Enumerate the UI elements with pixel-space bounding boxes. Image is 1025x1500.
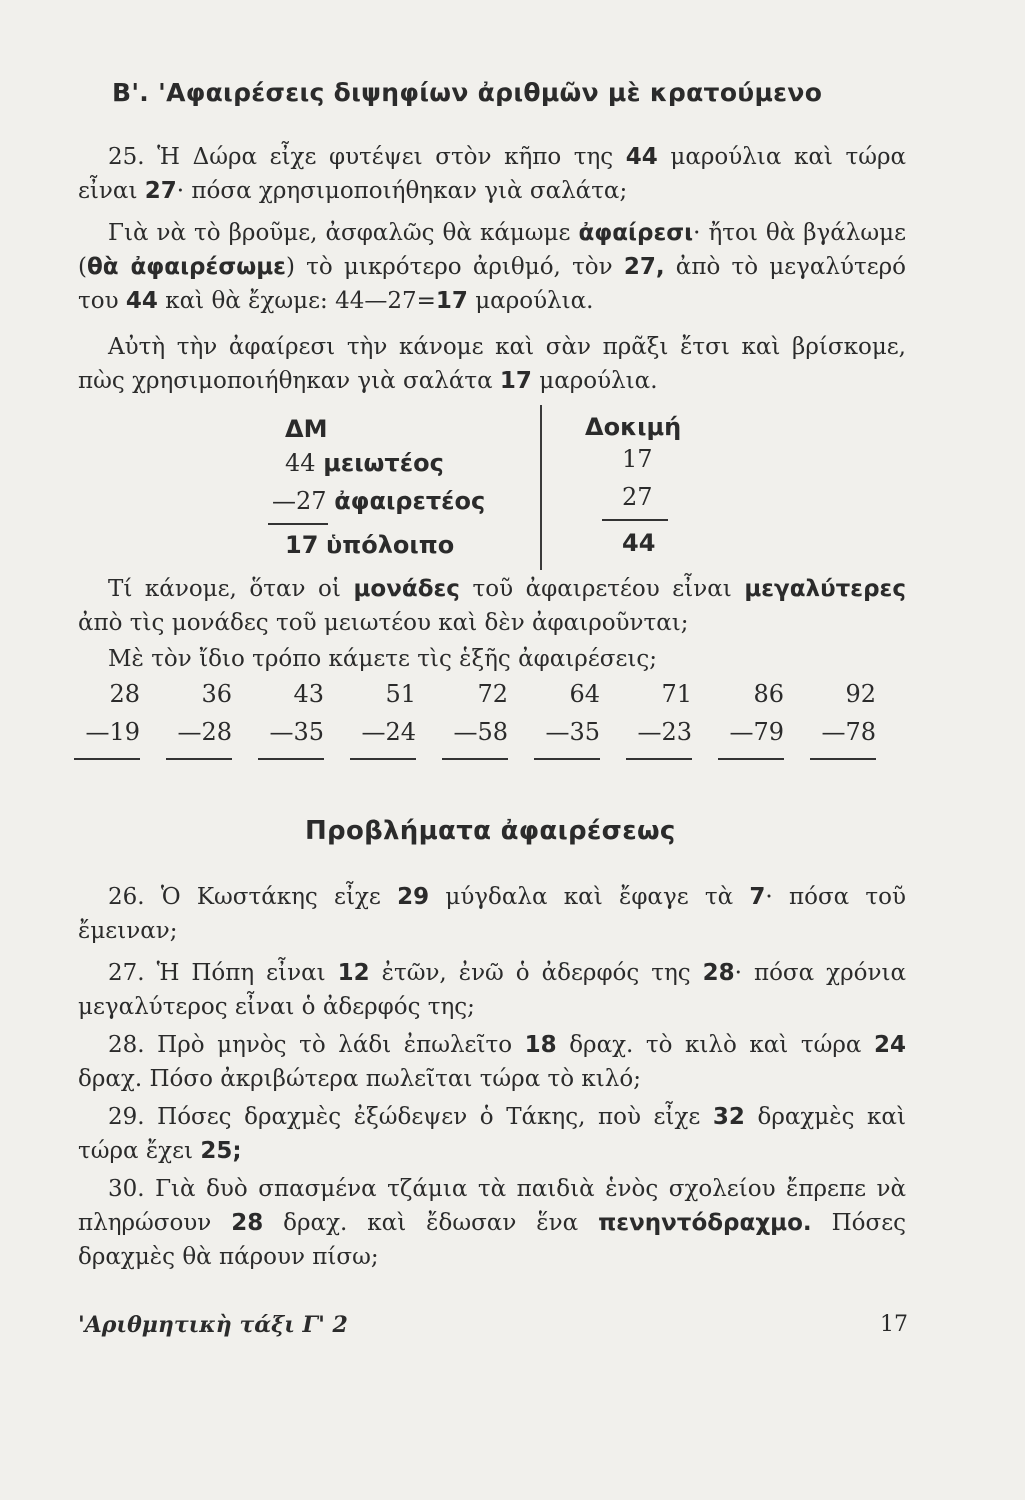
exercise-line [74, 758, 140, 760]
dm-header: ΔΜ [285, 415, 328, 443]
problem-29: 29. Πόσες δραχμὲς ἐξώδεψεν ὁ Τάκης, ποὺ εἶχε 32 δραχμὲς καὶ τώρα ἔχει 25; [78, 1104, 906, 1164]
exercise-bottom: —58 [453, 718, 508, 746]
paragraph-practice: Αὐτὴ τὴν ἀφαίρεσι τὴν κάνομε καὶ σὰν πρᾶξι ἔτσι καὶ βρίσκομε, πὼς χρησιμοποιήθηκαν γιὰ σαλάτα 17 μαρούλια. [78, 334, 906, 394]
exercise-line [534, 758, 600, 760]
check-header: Δοκιμή [585, 413, 682, 441]
paragraph-method: Γιὰ νὰ τὸ βροῦμε, ἀσφαλῶς θὰ κάμωμε ἀφαίρεσι· ἤτοι θὰ βγάλωμε (θὰ ἀφαιρέσωμε) τὸ μικρότερο ἀριθμό, τὸν 27, ἀπὸ τὸ μεγαλύτερό του 44 καὶ θὰ ἔχωμε: 44—27=17 μαρούλια. [78, 220, 907, 314]
exercise-bottom: —35 [545, 718, 600, 746]
page-number: 17 [880, 1312, 908, 1337]
footer-book-title: 'Αριθμητικὴ τάξι Γ' 2 [78, 1312, 348, 1338]
exercise-line [718, 758, 784, 760]
exercise-bottom: —24 [361, 718, 416, 746]
exercise-top: 43 [293, 680, 324, 708]
exercise-top: 72 [477, 680, 508, 708]
exercise-top: 28 [109, 680, 140, 708]
exercise-bottom: —35 [269, 718, 324, 746]
column-divider [540, 405, 542, 570]
exercise-top: 92 [845, 680, 876, 708]
exercise-line [626, 758, 692, 760]
problems-title: Προβλήματα ἀφαιρέσεως [305, 816, 676, 846]
exercise-top: 64 [569, 680, 600, 708]
exercise-top: 86 [753, 680, 784, 708]
exercise-line [350, 758, 416, 760]
exercise-line [258, 758, 324, 760]
subtrahend-row: —27 ἀφαιρετέος [272, 487, 486, 515]
exercise-top: 51 [385, 680, 416, 708]
exercise-line [166, 758, 232, 760]
exercise-bottom: —28 [177, 718, 232, 746]
check-line [602, 519, 668, 521]
problem-30: 30. Γιὰ δυὸ σπασμένα τζάμια τὰ παιδιὰ ἑνὸς σχολείου ἔπρεπε νὰ πληρώσουν 28 δραχ. καὶ ἔδωσαν ἕνα πενηντόδραχμο. Πόσες δραχμὲς θὰ πάρουν πίσω; [78, 1176, 906, 1270]
exercise-bottom: —79 [729, 718, 784, 746]
section-title: Β'. 'Αφαιρέσεις διψηφίων ἀριθμῶν μὲ κρατούμενο [112, 78, 823, 107]
exercise-line [442, 758, 508, 760]
exercise-bottom: —19 [85, 718, 140, 746]
check-sum: 44 [622, 529, 656, 557]
exercise-bottom: —78 [821, 718, 876, 746]
problem-27: 27. Ἡ Πόπη εἶναι 12 ἐτῶν, ἐνῶ ὁ ἀδερφός της 28· πόσα χρόνια μεγαλύτερος εἶναι ὁ ἀδερφός της; [78, 960, 906, 1020]
exercise-line [810, 758, 876, 760]
exercise-bottom: —23 [637, 718, 692, 746]
check-addend-2: 27 [622, 483, 653, 511]
subtraction-example [250, 405, 710, 575]
problem-26: 26. Ὁ Κωστάκης εἶχε 29 μύγδαλα καὶ ἔφαγε τὰ 7· πόσα τοῦ ἔμειναν; [78, 884, 906, 944]
check-addend-1: 17 [622, 445, 653, 473]
result-row: 17 ὑπόλοιπο [285, 531, 455, 559]
exercise-top: 71 [661, 680, 692, 708]
paragraph-instruction: Μὲ τὸν ἴδιο τρόπο κάμετε τὶς ἑξῆς ἀφαιρέσεις; [108, 646, 658, 672]
exercise-top: 36 [201, 680, 232, 708]
problem-28: 28. Πρὸ μηνὸς τὸ λάδι ἐπωλεῖτο 18 δραχ. τὸ κιλὸ καὶ τώρα 24 δραχ. Πόσο ἀκριβώτερα πωλεῖται τώρα τὸ κιλό; [78, 1032, 906, 1092]
paragraph-question: Τί κάνομε, ὅταν οἱ μονάδες τοῦ ἀφαιρετέου εἶναι μεγαλύτερες ἀπὸ τὶς μονάδες τοῦ μειωτέου καὶ δὲν ἀφαιροῦνται; [78, 576, 906, 636]
paragraph-25: 25. Ἡ Δώρα εἶχε φυτέψει στὸν κῆπο της 44 μαρούλια καὶ τώρα εἶναι 27· πόσα χρησιμοποιήθηκαν γιὰ σαλάτα; [78, 144, 906, 204]
minuend-row: 44 μειωτέος [285, 449, 444, 477]
result-line [268, 523, 328, 525]
